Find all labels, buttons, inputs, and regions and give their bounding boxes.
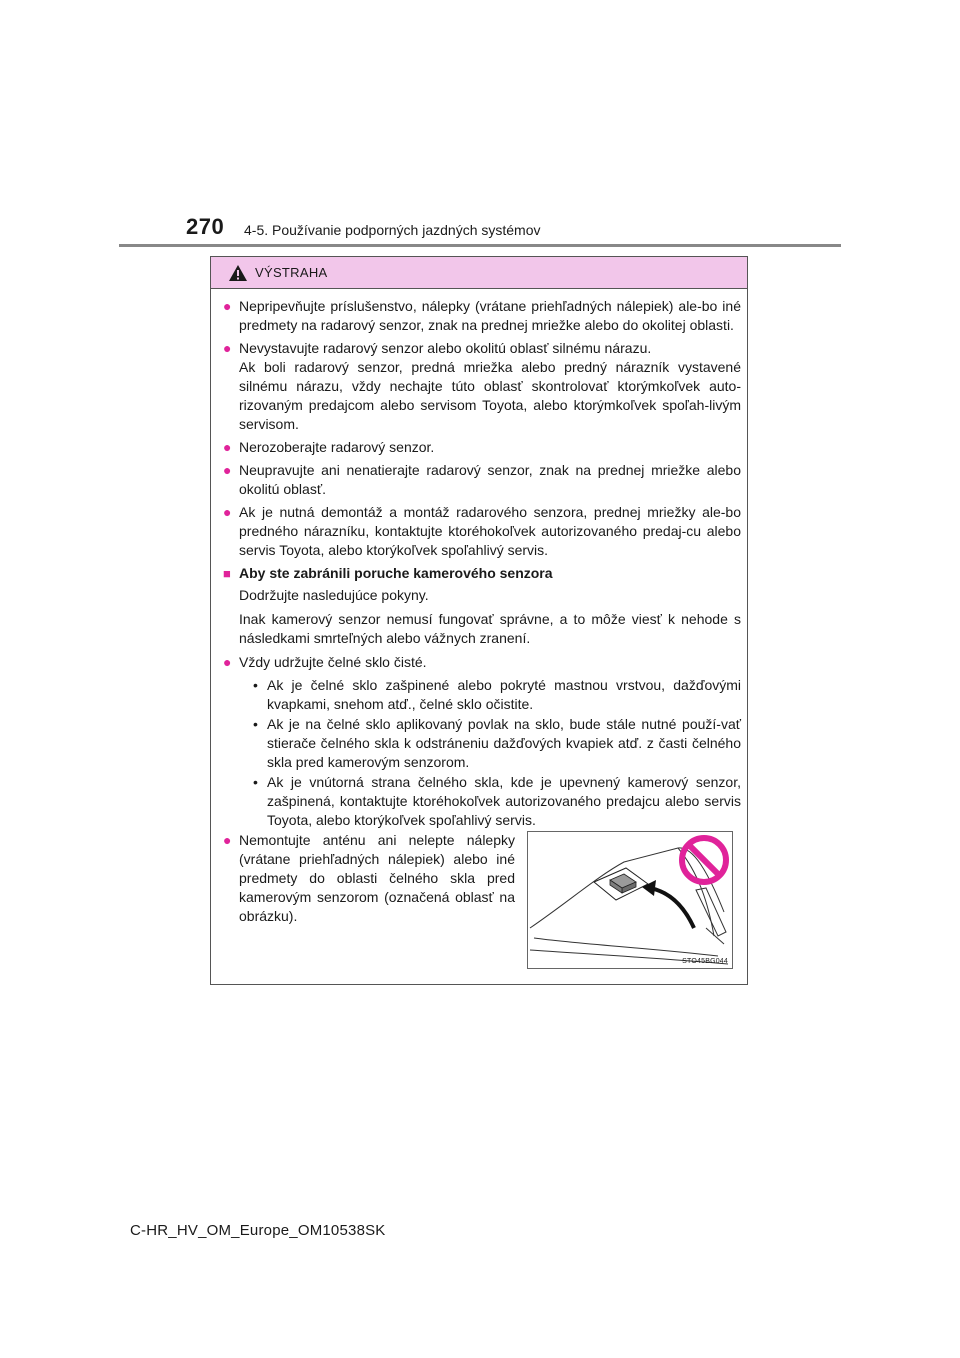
sub-list-item	[253, 715, 741, 772]
windshield-figure	[527, 831, 733, 969]
list-item	[223, 339, 741, 434]
sub-bullet-icon: •	[253, 677, 258, 693]
section-title: 4-5. Používanie podporných jazdných systémov	[244, 222, 541, 238]
bullet-icon: ●	[223, 504, 232, 520]
list-item-text: Ak je nutná demontáž a montáž radarového senzora, prednej mriežky ale-bo predného nárazníku, kontaktujte ktoréhokoľvek autorizovaného predaj-cu alebo servis Toyota, alebo ktorýkoľvek spoľahlivý servis.	[239, 504, 741, 558]
list-item	[223, 438, 741, 457]
warning-title: VÝSTRAHA	[255, 265, 328, 280]
windshield-illustration	[528, 832, 732, 968]
sub-list-item-text: Ak je vnútorná strana čelného skla, kde je upevnený kamerový senzor, zašpinená, kontaktujte ktoréhokoľvek autorizovaného predajcu alebo servis Toyota, alebo ktorýkoľvek spoľahlivý servis.	[267, 774, 741, 828]
list-item-text	[239, 339, 741, 434]
bullet-icon: ●	[223, 654, 232, 670]
section-heading	[223, 564, 741, 583]
list-item-extra: Ak boli radarový senzor, predná mriežka alebo predný nárazník vystavené silnému nárazu, vždy nechajte túto oblasť skontrolovať ktorýmkoľvek auto-rizovaným predajcom alebo servisom Toyota, alebo ktorýmkoľvek spoľah-livým servisom.	[239, 359, 741, 432]
sub-list	[253, 676, 741, 830]
bullet-icon: ●	[223, 832, 232, 848]
page-number: 270	[186, 214, 225, 239]
sub-bullet-icon: •	[253, 716, 258, 732]
footer-doc-code: C-HR_HV_OM_Europe_OM10538SK	[130, 1222, 386, 1239]
list-item-line: Nevystavujte radarový senzor alebo okolitú oblasť silnému nárazu.	[239, 340, 652, 356]
list-item	[223, 461, 741, 499]
sub-bullet-icon: •	[253, 774, 258, 790]
sub-list-item-text: Ak je na čelné sklo aplikovaný povlak na sklo, bude stále nutné použí-vať stierače čelného skla k odstráneniu dažďových kvapiek atď. z časti čelného skla pred kamerovým senzorom.	[267, 716, 741, 770]
header-rule	[119, 244, 841, 247]
list-item-text: Nerozoberajte radarový senzor.	[239, 439, 435, 455]
list-item-text: Nepripevňujte príslušenstvo, nálepky (vrátane priehľadných nálepiek) ale-bo iné predmety na radarový senzor, znak na prednej mriežke alebo do okolitej oblasti.	[239, 298, 741, 333]
list-item	[223, 297, 741, 335]
list-item-text: Nemontujte anténu ani nelepte nálepky (vrátane priehľadných nálepiek) alebo iné predmety do oblasti čelného skla pred kamerovým senzorom (označená oblasť na obrázku).	[239, 832, 515, 924]
section-paragraph: Dodržujte nasledujúce pokyny.	[239, 587, 429, 603]
bullet-icon: ●	[223, 439, 232, 455]
figure-code: STO45BG044	[682, 958, 728, 965]
section-heading-text: Aby ste zabránili poruche kamerového senzora	[239, 565, 553, 581]
list-item-text: Neupravujte ani nenatierajte radarový senzor, znak na prednej mriežke alebo okolitú oblasť.	[239, 462, 741, 497]
list-item-text: Vždy udržujte čelné sklo čisté.	[239, 654, 427, 670]
bullet-icon: ●	[223, 340, 232, 356]
curved-arrow-icon	[650, 888, 694, 928]
list-item	[223, 503, 741, 560]
warning-header	[211, 257, 747, 289]
sub-list-item	[253, 676, 741, 714]
last-item-wrap	[223, 831, 515, 930]
warning-content	[211, 289, 747, 834]
list-item	[223, 831, 515, 926]
warning-box	[210, 256, 748, 985]
sub-list-item	[253, 773, 741, 830]
bullet-icon: ●	[223, 298, 232, 314]
prohibition-icon	[682, 838, 726, 882]
bullet-icon: ●	[223, 462, 232, 478]
section-paragraph: Inak kamerový senzor nemusí fungovať správne, a to môže viesť k nehode s následkami smrteľných alebo vážnych zranení.	[239, 611, 741, 646]
list-item	[223, 653, 741, 672]
square-bullet-icon: ■	[223, 566, 231, 581]
sub-list-item-text: Ak je čelné sklo zašpinené alebo pokryté mastnou vrstvou, dažďovými kvapkami, snehom atď., čelné sklo očistite.	[267, 677, 741, 712]
warning-triangle-icon	[228, 264, 248, 282]
